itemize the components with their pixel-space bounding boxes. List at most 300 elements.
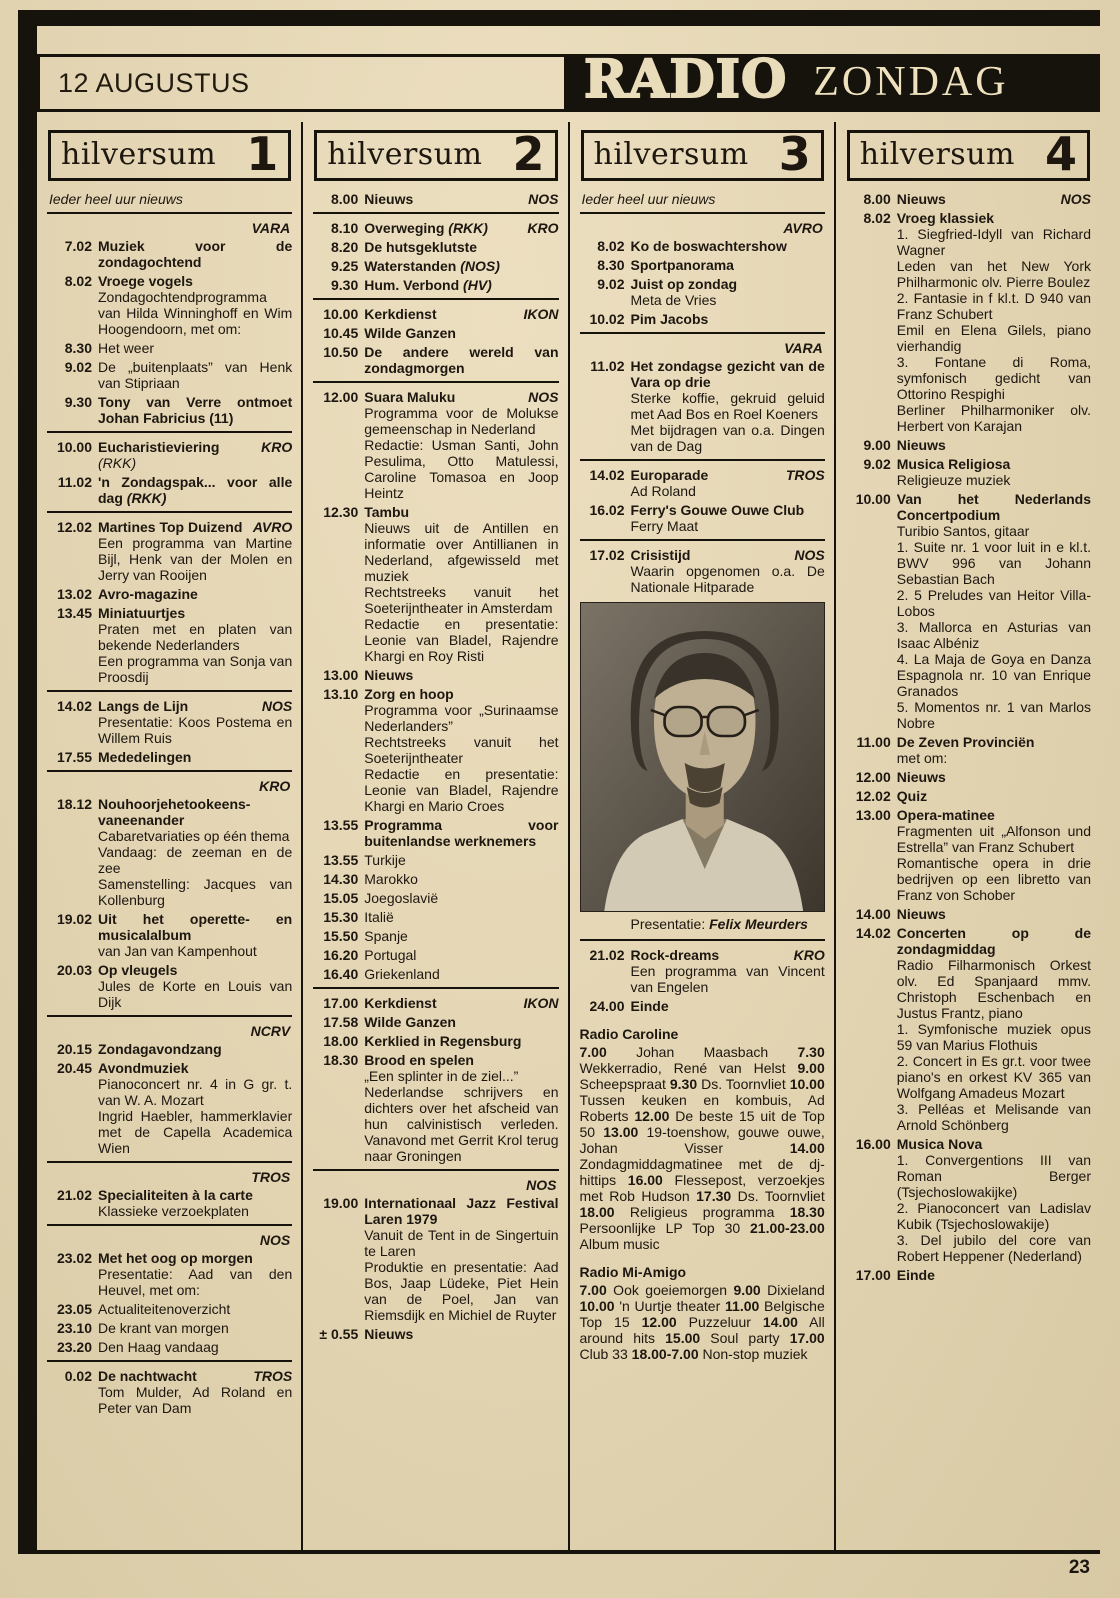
program-body bbox=[364, 258, 558, 274]
program-description: Tom Mulder, Ad Roland en Peter van Dam bbox=[98, 1384, 293, 1417]
program-description: Meta de Vries bbox=[630, 292, 717, 309]
program-entry bbox=[846, 906, 1091, 922]
program-entry bbox=[313, 344, 558, 376]
program-body bbox=[98, 340, 292, 356]
program-description: 1. Suite nr. 1 voor luit in e kl.t. BWV 996 van Johann Sebastian Bach bbox=[896, 539, 1091, 588]
program-entry bbox=[580, 502, 825, 534]
program-description: 1. Siegfried-Idyll van Richard Wagner bbox=[896, 226, 1091, 259]
program-time: 13.55 bbox=[323, 852, 359, 869]
program-title: Van het Nederlands Concertpodium bbox=[896, 491, 1091, 524]
section-divider bbox=[47, 770, 292, 772]
program-time: 13.45 bbox=[56, 605, 92, 622]
program-body bbox=[98, 474, 292, 506]
program-entry bbox=[47, 273, 292, 337]
network-tag: TROS bbox=[253, 1368, 293, 1385]
program-title: AVRO Martines Top Duizend bbox=[98, 519, 293, 536]
program-body bbox=[98, 586, 292, 602]
network-tag: NOS bbox=[528, 191, 559, 208]
section-divider bbox=[47, 1224, 292, 1226]
section-divider bbox=[47, 690, 292, 692]
program-time: ± 0.55 bbox=[319, 1326, 359, 1343]
program-body bbox=[364, 389, 558, 501]
section-divider bbox=[580, 459, 825, 461]
section-divider bbox=[580, 539, 825, 541]
program-body bbox=[364, 191, 558, 207]
program-time: 24.00 bbox=[589, 998, 625, 1015]
program-body bbox=[364, 852, 558, 868]
program-body bbox=[98, 796, 292, 908]
program-title: KRO Rock-dreams bbox=[630, 947, 825, 964]
program-body bbox=[897, 807, 1091, 903]
program-entry bbox=[313, 1014, 558, 1030]
program-title: Ferry's Gouwe Ouwe Club bbox=[630, 502, 805, 519]
program-title: Opera-matinee bbox=[896, 807, 995, 824]
program-title: Actualiteitenoverzicht bbox=[98, 1301, 231, 1318]
program-time: 10.50 bbox=[323, 344, 359, 361]
program-paragraph: 7.00 Johan Maasbach 7.30 Wekkerradio, René van Helst 9.00 Scheepspraat 9.30 Ds. Toornvliet 10.00 Tussen keuken en kombuis, Ad Roberts 12.00 De beste 15 uit de Top 50 13.00 19-toenshow, gouwe ouwe, Johan Visser 14.00 Zondagmiddagmatinee met de dj-hittips 16.00 Flessepost, verzoekjes met Rob Hudson 17.30 Ds. Toornvliet 18.00 Religieus programma 18.30 Persoonlijke LP Top 30 21.00-23.00 Album music bbox=[579, 1044, 825, 1253]
program-time: 9.25 bbox=[331, 258, 359, 275]
program-title: Den Haag vandaag bbox=[98, 1339, 219, 1356]
program-time: 17.00 bbox=[855, 1267, 891, 1284]
program-body bbox=[631, 257, 825, 273]
program-description: Zondagochtendprogramma van Hilda Winninghoff en Wim Hoogendoorn, met om: bbox=[98, 289, 293, 338]
station-number: 3 bbox=[778, 127, 811, 181]
program-body bbox=[98, 439, 292, 471]
program-description: Een programma van Vincent van Engelen bbox=[630, 963, 825, 996]
program-description: Presentatie: Aad van den Heuvel, met om: bbox=[98, 1266, 293, 1299]
program-description: Redactie: Usman Santi, John Pesulima, Otto Matulessi, Caroline Tomasoa en Joop Heintz bbox=[364, 437, 559, 502]
program-entry bbox=[313, 817, 558, 849]
program-time: 17.55 bbox=[56, 749, 92, 766]
network-tag: IKON bbox=[523, 995, 559, 1012]
network-label: KRO bbox=[259, 778, 291, 795]
program-description: Met bijdragen van o.a. Dingen van de Dag bbox=[630, 422, 825, 455]
network-label: VARA bbox=[784, 340, 823, 357]
program-title: Met het oog op morgen bbox=[98, 1250, 253, 1267]
program-description: 1. Symfonische muziek opus 59 van Marius Flothuis bbox=[896, 1021, 1091, 1054]
station-header bbox=[847, 127, 1090, 181]
section-divider bbox=[313, 298, 558, 300]
program-description: Praten met en platen van bekende Nederlanders bbox=[98, 621, 293, 654]
program-title: Quiz bbox=[896, 788, 928, 805]
section-divider bbox=[580, 332, 825, 334]
program-time: 14.30 bbox=[323, 871, 359, 888]
program-description: Sterke koffie, gekruid geluid met Aad Bos en Roel Koeners bbox=[630, 390, 825, 423]
program-description: Cabaretvariaties op één thema bbox=[98, 828, 290, 845]
program-body bbox=[364, 220, 558, 236]
program-body bbox=[364, 239, 558, 255]
program-title: Muziek voor de zondagochtend bbox=[98, 238, 293, 271]
program-body bbox=[364, 1052, 558, 1164]
network-tag: NOS bbox=[261, 698, 293, 715]
program-title: Spanje bbox=[364, 928, 408, 945]
program-body bbox=[897, 456, 1091, 488]
program-entry bbox=[313, 852, 558, 868]
program-description: Emil en Elena Gilels, piano vierhandig bbox=[896, 322, 1091, 355]
program-body bbox=[631, 547, 825, 595]
program-description: Ferry Maat bbox=[630, 518, 699, 535]
program-entry bbox=[47, 1250, 292, 1298]
program-description: (RKK) bbox=[98, 455, 137, 472]
program-body bbox=[98, 1339, 292, 1355]
program-title: Op vleugels bbox=[98, 962, 178, 979]
program-title: Specialiteiten à la carte bbox=[98, 1187, 253, 1204]
program-list bbox=[580, 191, 825, 1362]
program-description: Nederlandse schrijvers en dichters over het afscheid van hun calvinistisch verleden. Vanavond met Gerrit Krol terug naar Groningen bbox=[364, 1084, 559, 1165]
program-title: TROS De nachtwacht bbox=[98, 1368, 293, 1385]
program-description: Turibio Santos, gitaar bbox=[896, 523, 1030, 540]
program-body bbox=[98, 911, 292, 959]
section-divider bbox=[47, 511, 292, 513]
program-title: Programma voor buitenlandse werknemers bbox=[364, 817, 559, 850]
program-description: Klassieke verzoekplaten bbox=[98, 1203, 249, 1220]
program-entry bbox=[313, 191, 558, 207]
program-time: 12.00 bbox=[855, 769, 891, 786]
station-name: hilversum bbox=[61, 137, 217, 173]
network-tag: KRO bbox=[527, 220, 559, 237]
program-time: 15.30 bbox=[323, 909, 359, 926]
program-time: 19.00 bbox=[323, 1195, 359, 1212]
program-entry bbox=[313, 947, 558, 963]
program-title: Juist op zondag bbox=[630, 276, 738, 293]
program-entry bbox=[47, 962, 292, 1010]
program-entry bbox=[47, 1041, 292, 1057]
program-title: NOS Nieuws bbox=[364, 191, 559, 208]
program-time: 13.00 bbox=[855, 807, 891, 824]
program-entry bbox=[846, 191, 1091, 207]
program-time: 11.02 bbox=[57, 474, 92, 491]
program-entry bbox=[47, 1320, 292, 1336]
program-title: IKON Kerkdienst bbox=[364, 306, 559, 323]
program-body bbox=[364, 947, 558, 963]
program-entry bbox=[580, 547, 825, 595]
program-title: De Zeven Provinciën bbox=[896, 734, 1035, 751]
program-body bbox=[897, 734, 1091, 766]
program-title: IKON Kerkdienst bbox=[364, 995, 559, 1012]
program-title: Nieuws bbox=[364, 667, 414, 684]
program-description: 3. Fontane di Roma, symfonisch gedicht van Ottorino Respighi bbox=[896, 354, 1091, 403]
program-body bbox=[897, 906, 1091, 922]
station-columns bbox=[37, 122, 1100, 1550]
program-title: Marokko bbox=[364, 871, 418, 888]
program-body bbox=[897, 437, 1091, 453]
presenter-photo bbox=[580, 602, 825, 912]
program-body bbox=[98, 1368, 292, 1416]
caption-presenter-name: Felix Meurders bbox=[709, 916, 808, 933]
program-time: 21.02 bbox=[589, 947, 625, 964]
program-entry bbox=[313, 277, 558, 293]
program-entry bbox=[313, 1033, 558, 1049]
program-title: Tony van Verre ontmoet Johan Fabricius (11) bbox=[98, 394, 293, 427]
program-description: Religieuze muziek bbox=[896, 472, 1011, 489]
brand-box bbox=[564, 49, 1100, 112]
program-body bbox=[98, 394, 292, 426]
day-label: ZONDAG bbox=[813, 58, 1009, 105]
program-entry bbox=[47, 1060, 292, 1156]
program-entry bbox=[846, 769, 1091, 785]
program-time: 18.00 bbox=[323, 1033, 359, 1050]
program-title: Vroege vogels bbox=[98, 273, 193, 290]
program-time: 8.30 bbox=[64, 340, 92, 357]
program-body bbox=[631, 358, 825, 454]
program-description: 2. Concert in Es gr.t. voor twee piano's en orkest KV 365 van Wolfgang Amadeus Mozart bbox=[896, 1053, 1091, 1102]
program-time: 23.20 bbox=[56, 1339, 92, 1356]
program-entry bbox=[846, 925, 1091, 1133]
program-body bbox=[897, 191, 1091, 207]
program-description: Romantische opera in drie bedrijven op een libretto van Franz von Schober bbox=[896, 855, 1091, 904]
program-time: 11.00 bbox=[856, 734, 891, 751]
program-title: De hutsgeklutste bbox=[364, 239, 478, 256]
program-body bbox=[364, 277, 558, 293]
hourly-news-note: Ieder heel uur nieuws bbox=[581, 191, 716, 208]
program-entry bbox=[580, 358, 825, 454]
program-body bbox=[897, 491, 1091, 731]
program-entry bbox=[313, 909, 558, 925]
program-time: 20.15 bbox=[56, 1041, 92, 1058]
network-tag: TROS bbox=[785, 467, 825, 484]
page-number: 23 bbox=[1068, 1557, 1090, 1578]
program-entry bbox=[47, 1187, 292, 1219]
program-time: 8.00 bbox=[331, 191, 359, 208]
photo-caption bbox=[631, 916, 825, 932]
program-time: 8.20 bbox=[331, 239, 359, 256]
program-body bbox=[364, 686, 558, 814]
program-title: KRO Overweging (RKK) bbox=[364, 220, 559, 237]
program-title: Uit het operette- en musicalalbum bbox=[98, 911, 293, 944]
program-entry bbox=[313, 239, 558, 255]
program-list bbox=[47, 191, 292, 1416]
network-tag: IKON bbox=[523, 306, 559, 323]
station-name: hilversum bbox=[327, 137, 483, 173]
program-time: 13.02 bbox=[56, 586, 92, 603]
program-body bbox=[364, 817, 558, 849]
program-time: 12.02 bbox=[56, 519, 92, 536]
program-entry bbox=[846, 456, 1091, 488]
section-divider bbox=[47, 212, 292, 214]
program-body bbox=[897, 1136, 1091, 1264]
program-entry bbox=[47, 698, 292, 746]
program-description: 3. Pelléas et Melisande van Arnold Schönberg bbox=[896, 1101, 1091, 1134]
program-entry bbox=[313, 1052, 558, 1164]
program-body bbox=[364, 966, 558, 982]
station-header bbox=[314, 127, 557, 181]
program-entry bbox=[313, 928, 558, 944]
program-entry bbox=[580, 467, 825, 499]
program-description: Nieuws uit de Antillen en informatie over Antillianen in Nederland, afgewisseld met muziek bbox=[364, 520, 559, 585]
program-entry bbox=[580, 257, 825, 273]
program-time: 14.02 bbox=[56, 698, 92, 715]
program-entry bbox=[313, 1326, 558, 1342]
program-time: 8.00 bbox=[863, 191, 891, 208]
program-title: Ko de boswachtershow bbox=[630, 238, 787, 255]
program-description: Redactie en presentatie: Leonie van Bladel, Rajendre Khargi en Mario Croes bbox=[364, 766, 559, 815]
program-entry bbox=[47, 340, 292, 356]
program-entry bbox=[313, 995, 558, 1011]
program-entry bbox=[47, 796, 292, 908]
program-entry bbox=[47, 238, 292, 270]
program-title: Kerklied in Regensburg bbox=[364, 1033, 522, 1050]
program-entry bbox=[47, 586, 292, 602]
program-entry bbox=[846, 807, 1091, 903]
program-body bbox=[364, 306, 558, 322]
program-title: KRO Eucharistieviering bbox=[98, 439, 293, 456]
program-title: Zondagavondzang bbox=[98, 1041, 222, 1058]
network-tag: KRO bbox=[793, 947, 825, 964]
program-time: 8.02 bbox=[863, 210, 891, 227]
section-divider bbox=[47, 1360, 292, 1362]
program-description: 2. 5 Preludes van Heitor Villa-Lobos bbox=[896, 587, 1091, 620]
section-divider bbox=[313, 1169, 558, 1171]
program-title: Joegoslavië bbox=[364, 890, 439, 907]
program-body bbox=[364, 909, 558, 925]
program-description: Een programma van Martine Bijl, Henk van der Molen en Jerry van Rooijen bbox=[98, 535, 293, 584]
program-list bbox=[313, 191, 558, 1342]
program-body bbox=[98, 273, 292, 337]
program-entry bbox=[313, 504, 558, 664]
program-time: 8.02 bbox=[64, 273, 92, 290]
program-time: 11.02 bbox=[590, 358, 625, 375]
program-body bbox=[364, 890, 558, 906]
program-time: 19.02 bbox=[56, 911, 92, 928]
program-body bbox=[364, 344, 558, 376]
station-name: hilversum bbox=[859, 137, 1015, 173]
section-divider bbox=[47, 431, 292, 433]
program-body bbox=[98, 1250, 292, 1298]
program-time: 16.02 bbox=[589, 502, 625, 519]
program-description: van Jan van Kampenhout bbox=[98, 943, 257, 960]
section-heading: Radio Caroline bbox=[579, 1026, 679, 1043]
program-time: 18.30 bbox=[323, 1052, 359, 1069]
station-number: 1 bbox=[246, 127, 279, 181]
program-description: Samenstelling: Jacques van Kollenburg bbox=[98, 876, 293, 909]
program-body bbox=[98, 962, 292, 1010]
program-time: 23.10 bbox=[56, 1320, 92, 1337]
program-body bbox=[98, 1187, 292, 1219]
program-description: Pianoconcert nr. 4 in G gr. t. van W. A. Mozart bbox=[98, 1076, 293, 1109]
program-entry bbox=[47, 1339, 292, 1355]
program-description: Waarin opgenomen o.a. De Nationale Hitparade bbox=[630, 563, 825, 596]
program-entry bbox=[47, 605, 292, 685]
program-title: Avro-magazine bbox=[98, 586, 198, 603]
program-title: Wilde Ganzen bbox=[364, 1014, 456, 1031]
program-title: Einde bbox=[630, 998, 669, 1015]
network-tag: KRO bbox=[261, 439, 293, 456]
program-entry bbox=[846, 491, 1091, 731]
program-description: 4. La Maja de Goya en Danza Espagnola nr. 10 van Enrique Granados bbox=[896, 651, 1091, 700]
top-frame-bar bbox=[18, 10, 1100, 26]
program-body bbox=[98, 519, 292, 583]
program-description: Programma voor „Surinaamse Nederlanders” bbox=[364, 702, 559, 735]
program-time: 9.30 bbox=[331, 277, 359, 294]
program-body bbox=[98, 698, 292, 746]
program-time: 10.00 bbox=[323, 306, 359, 323]
program-description: Radio Filharmonisch Orkest olv. Ed Spanjaard mmv. Christoph Eschenbach en Justus Frantz, piano bbox=[896, 957, 1091, 1022]
network-label: AVRO bbox=[783, 220, 823, 237]
program-body bbox=[897, 769, 1091, 785]
program-time: 13.55 bbox=[323, 817, 359, 834]
program-entry bbox=[313, 306, 558, 322]
program-time: 16.20 bbox=[323, 947, 359, 964]
program-body bbox=[98, 1060, 292, 1156]
station-column-1 bbox=[37, 122, 301, 1550]
program-time: 13.10 bbox=[323, 686, 359, 703]
program-body bbox=[98, 749, 292, 765]
program-entry bbox=[47, 519, 292, 583]
section-divider bbox=[47, 1161, 292, 1163]
program-entry bbox=[580, 238, 825, 254]
program-entry bbox=[846, 437, 1091, 453]
program-title: Nouhoorjehetookeens-vaneenander bbox=[98, 796, 251, 829]
program-time: 8.30 bbox=[597, 257, 625, 274]
program-entry bbox=[313, 389, 558, 501]
program-title: Nieuws bbox=[896, 906, 946, 923]
program-entry bbox=[47, 439, 292, 471]
program-body bbox=[364, 325, 558, 341]
program-title: Nieuws bbox=[896, 769, 946, 786]
network-tag: NOS bbox=[794, 547, 825, 564]
program-time: 14.02 bbox=[855, 925, 891, 942]
program-entry bbox=[313, 966, 558, 982]
program-description: Programma voor de Molukse gemeenschap in Nederland bbox=[364, 405, 559, 438]
program-entry bbox=[313, 686, 558, 814]
program-description: 2. Pianoconcert van Ladislav Kubik (Tsjechoslowakije) bbox=[896, 1200, 1091, 1233]
network-label: NCRV bbox=[250, 1023, 291, 1040]
date-box bbox=[37, 54, 564, 112]
program-title: De andere wereld van zondagmorgen bbox=[364, 344, 559, 377]
program-entry bbox=[313, 890, 558, 906]
program-body bbox=[631, 947, 825, 995]
program-time: 8.10 bbox=[331, 220, 359, 237]
program-body bbox=[364, 504, 558, 664]
program-title: Musica Religiosa bbox=[896, 456, 1011, 473]
program-time: 10.00 bbox=[855, 491, 891, 508]
program-body bbox=[364, 928, 558, 944]
program-title: Musica Nova bbox=[896, 1136, 983, 1153]
program-entry bbox=[47, 911, 292, 959]
program-description: Jules de Korte en Louis van Dijk bbox=[98, 978, 293, 1011]
program-title: Zorg en hoop bbox=[364, 686, 454, 703]
program-entry bbox=[47, 474, 292, 506]
program-title: Waterstanden (NOS) bbox=[364, 258, 500, 275]
network-tag: NOS bbox=[1060, 191, 1091, 208]
program-time: 12.02 bbox=[855, 788, 891, 805]
program-title: NOS Crisistijd bbox=[630, 547, 825, 564]
program-entry bbox=[47, 1368, 292, 1416]
program-body bbox=[98, 605, 292, 685]
section-divider bbox=[313, 212, 558, 214]
program-body bbox=[98, 1041, 292, 1057]
station-name: hilversum bbox=[593, 137, 749, 173]
program-time: 20.45 bbox=[56, 1060, 92, 1077]
program-description: Ad Roland bbox=[630, 483, 696, 500]
bottom-frame-bar bbox=[18, 1550, 1100, 1554]
program-time: 0.02 bbox=[64, 1368, 92, 1385]
program-time: 17.00 bbox=[323, 995, 359, 1012]
program-time: 15.05 bbox=[323, 890, 359, 907]
program-description: 3. Mallorca en Asturias van Isaac Albéniz bbox=[896, 619, 1091, 652]
program-time: 10.45 bbox=[323, 325, 359, 342]
program-body bbox=[98, 1320, 292, 1336]
section-divider bbox=[47, 1015, 292, 1017]
page-header bbox=[37, 49, 1100, 112]
program-time: 23.05 bbox=[56, 1301, 92, 1318]
program-title: Einde bbox=[896, 1267, 935, 1284]
program-entry bbox=[47, 1301, 292, 1317]
program-title: 'n Zondagspak... voor alle dag (RKK) bbox=[98, 474, 293, 507]
program-description: 5. Momentos nr. 1 van Marlos Nobre bbox=[896, 699, 1091, 732]
program-title: Turkije bbox=[364, 852, 406, 869]
program-time: 21.02 bbox=[56, 1187, 92, 1204]
